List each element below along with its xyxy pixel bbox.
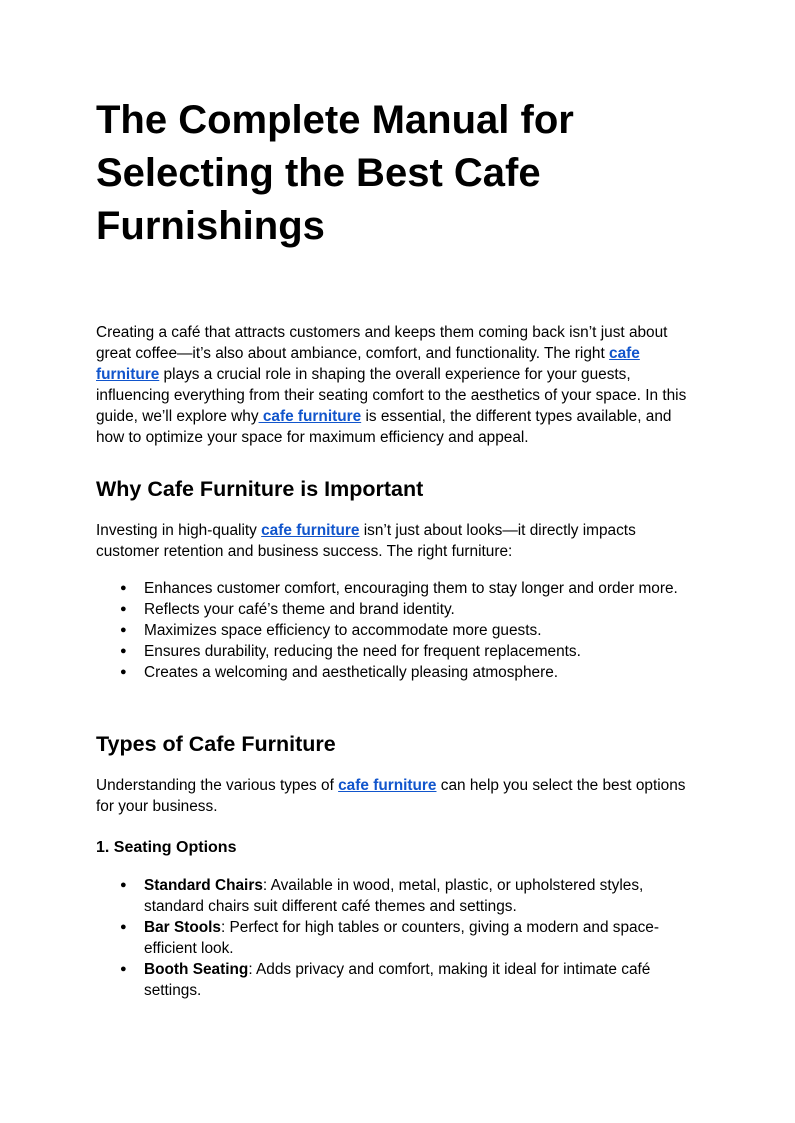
types-paragraph bbox=[96, 775, 701, 817]
sub-heading-seating: 1. Seating Options bbox=[96, 839, 237, 856]
item-term: Booth Seating bbox=[144, 961, 249, 978]
list-item: ● Enhances customer comfort, encouraging them to stay longer and order more. bbox=[96, 578, 701, 599]
list-item: ● Creates a welcoming and aesthetically pleasing atmosphere. bbox=[96, 662, 701, 683]
types-text-1: Understanding the various types of bbox=[96, 777, 339, 794]
document-title: The Complete Manual for Selecting the Best Cafe Furnishings bbox=[96, 98, 574, 248]
list-item bbox=[96, 959, 701, 1001]
why-text-2: isn’t just about looks—it directly impacts customer retention and business success. The right furniture: bbox=[96, 522, 636, 560]
intro-paragraph bbox=[96, 322, 701, 448]
cafe-furniture-link[interactable]: cafe furniture bbox=[96, 345, 640, 383]
item-term: Bar Stools bbox=[144, 919, 221, 936]
item-desc: : Available in wood, metal, plastic, or upholstered styles, standard chairs suit different café themes and settings. bbox=[144, 877, 644, 915]
why-text-1: Investing in high-quality bbox=[96, 522, 262, 539]
cafe-furniture-link[interactable]: cafe furniture bbox=[258, 408, 362, 425]
item-desc: : Perfect for high tables or counters, giving a modern and space-efficient look. bbox=[144, 919, 659, 957]
intro-text-2: plays a crucial role in shaping the overall experience for your guests, influencing everything from their seating comfort to the aesthetics of your space. In this guide, we’ll explore why bbox=[96, 366, 687, 425]
why-bullet-list bbox=[96, 578, 701, 683]
section-heading-types: Types of Cafe Furniture bbox=[96, 732, 336, 756]
list-item bbox=[96, 875, 701, 917]
item-desc: : Adds privacy and comfort, making it ideal for intimate café settings. bbox=[144, 961, 651, 999]
section-heading-why: Why Cafe Furniture is Important bbox=[96, 477, 424, 501]
why-paragraph bbox=[96, 520, 701, 562]
list-item: ● Reflects your café’s theme and brand identity. bbox=[96, 599, 701, 620]
item-term: Standard Chairs bbox=[144, 877, 263, 894]
intro-text-3: is essential, the different types available, and how to optimize your space for maximum efficiency and appeal. bbox=[96, 408, 672, 446]
cafe-furniture-link[interactable]: cafe furniture bbox=[338, 777, 437, 794]
list-item: ● Ensures durability, reducing the need for frequent replacements. bbox=[96, 641, 701, 662]
intro-text-1: Creating a café that attracts customers and keeps them coming back isn’t just about great coffee—it’s also about ambiance, comfort, and functionality. The right bbox=[96, 324, 668, 362]
seating-bullet-list bbox=[96, 875, 701, 1001]
types-text-2: can help you select the best options for your business. bbox=[96, 777, 686, 815]
list-item: ● Maximizes space efficiency to accommodate more guests. bbox=[96, 620, 701, 641]
cafe-furniture-link[interactable]: cafe furniture bbox=[261, 522, 360, 539]
list-item bbox=[96, 917, 701, 959]
